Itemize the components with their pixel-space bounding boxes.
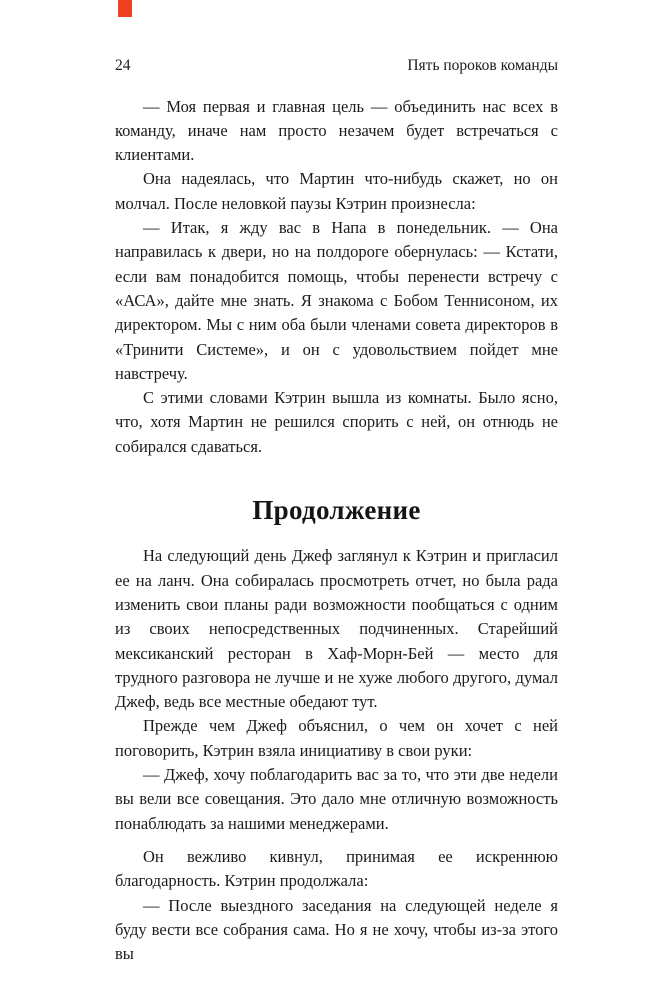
paragraph: С этими словами Кэтрин вышла из комнаты. Было ясно, что, хотя Мартин не решился спорить с ней, он отнюдь не собирался сдаваться.	[115, 388, 558, 456]
paragraph: — После выездного заседания на следующей неделе я буду вести все собрания сама. Но я не хочу, чтобы из-за этого вы	[115, 895, 558, 964]
paragraph: — Джеф, хочу поблагодарить вас за то, что эти две недели вы вели все совещания. Это дало мне отличную возможность понаблюдать за нашими менеджерами.	[115, 765, 558, 833]
running-title: Пять пороков команды	[407, 57, 558, 74]
content-column	[115, 0, 558, 966]
bookmark-ribbon	[118, 0, 132, 17]
paragraph: — Итак, я жду вас в Напа в понедельник. — Она направилась к двери, но на полдороге обернулась: — Кстати, если вам понадобится помощь, чтобы перенести встречу с «АСА», дайте мне знать. Я знакома с Бобом Теннисоном, их директором. Мы с ним оба были членами совета директоров в «Тринити Системе», и он с удовольствием пойдет мне навстречу.	[115, 218, 558, 383]
paragraph: Она надеялась, что Мартин что-нибудь скажет, но он молчал. После неловкой паузы Кэтрин произнесла:	[115, 169, 558, 213]
page-number: 24	[115, 57, 131, 74]
page-header	[115, 0, 558, 76]
paragraph: — Моя первая и главная цель — объединить нас всех в команду, иначе нам просто незачем будет встречаться с клиентами.	[115, 96, 558, 165]
body-text	[115, 95, 558, 967]
section-heading: Продолжение	[252, 495, 421, 526]
paragraph: Он вежливо кивнул, принимая ее искреннюю благодарность. Кэтрин продолжала:	[115, 846, 558, 891]
paragraph: На следующий день Джеф заглянул к Кэтрин и пригласил ее на ланч. Она собиралась просмотреть отчет, но была рада изменить свои планы ради возможности пообщаться с одним из своих непосредственных подчиненных. Старейший мексиканский ресторан в Хаф-Морн-Бей — место для трудного разговора не лучше и не хуже любого другого, думал Джеф, ведь все местные обедают тут.	[115, 546, 558, 712]
paragraph: Прежде чем Джеф объяснил, о чем он хочет с ней поговорить, Кэтрин взяла инициативу в свои руки:	[115, 716, 558, 760]
